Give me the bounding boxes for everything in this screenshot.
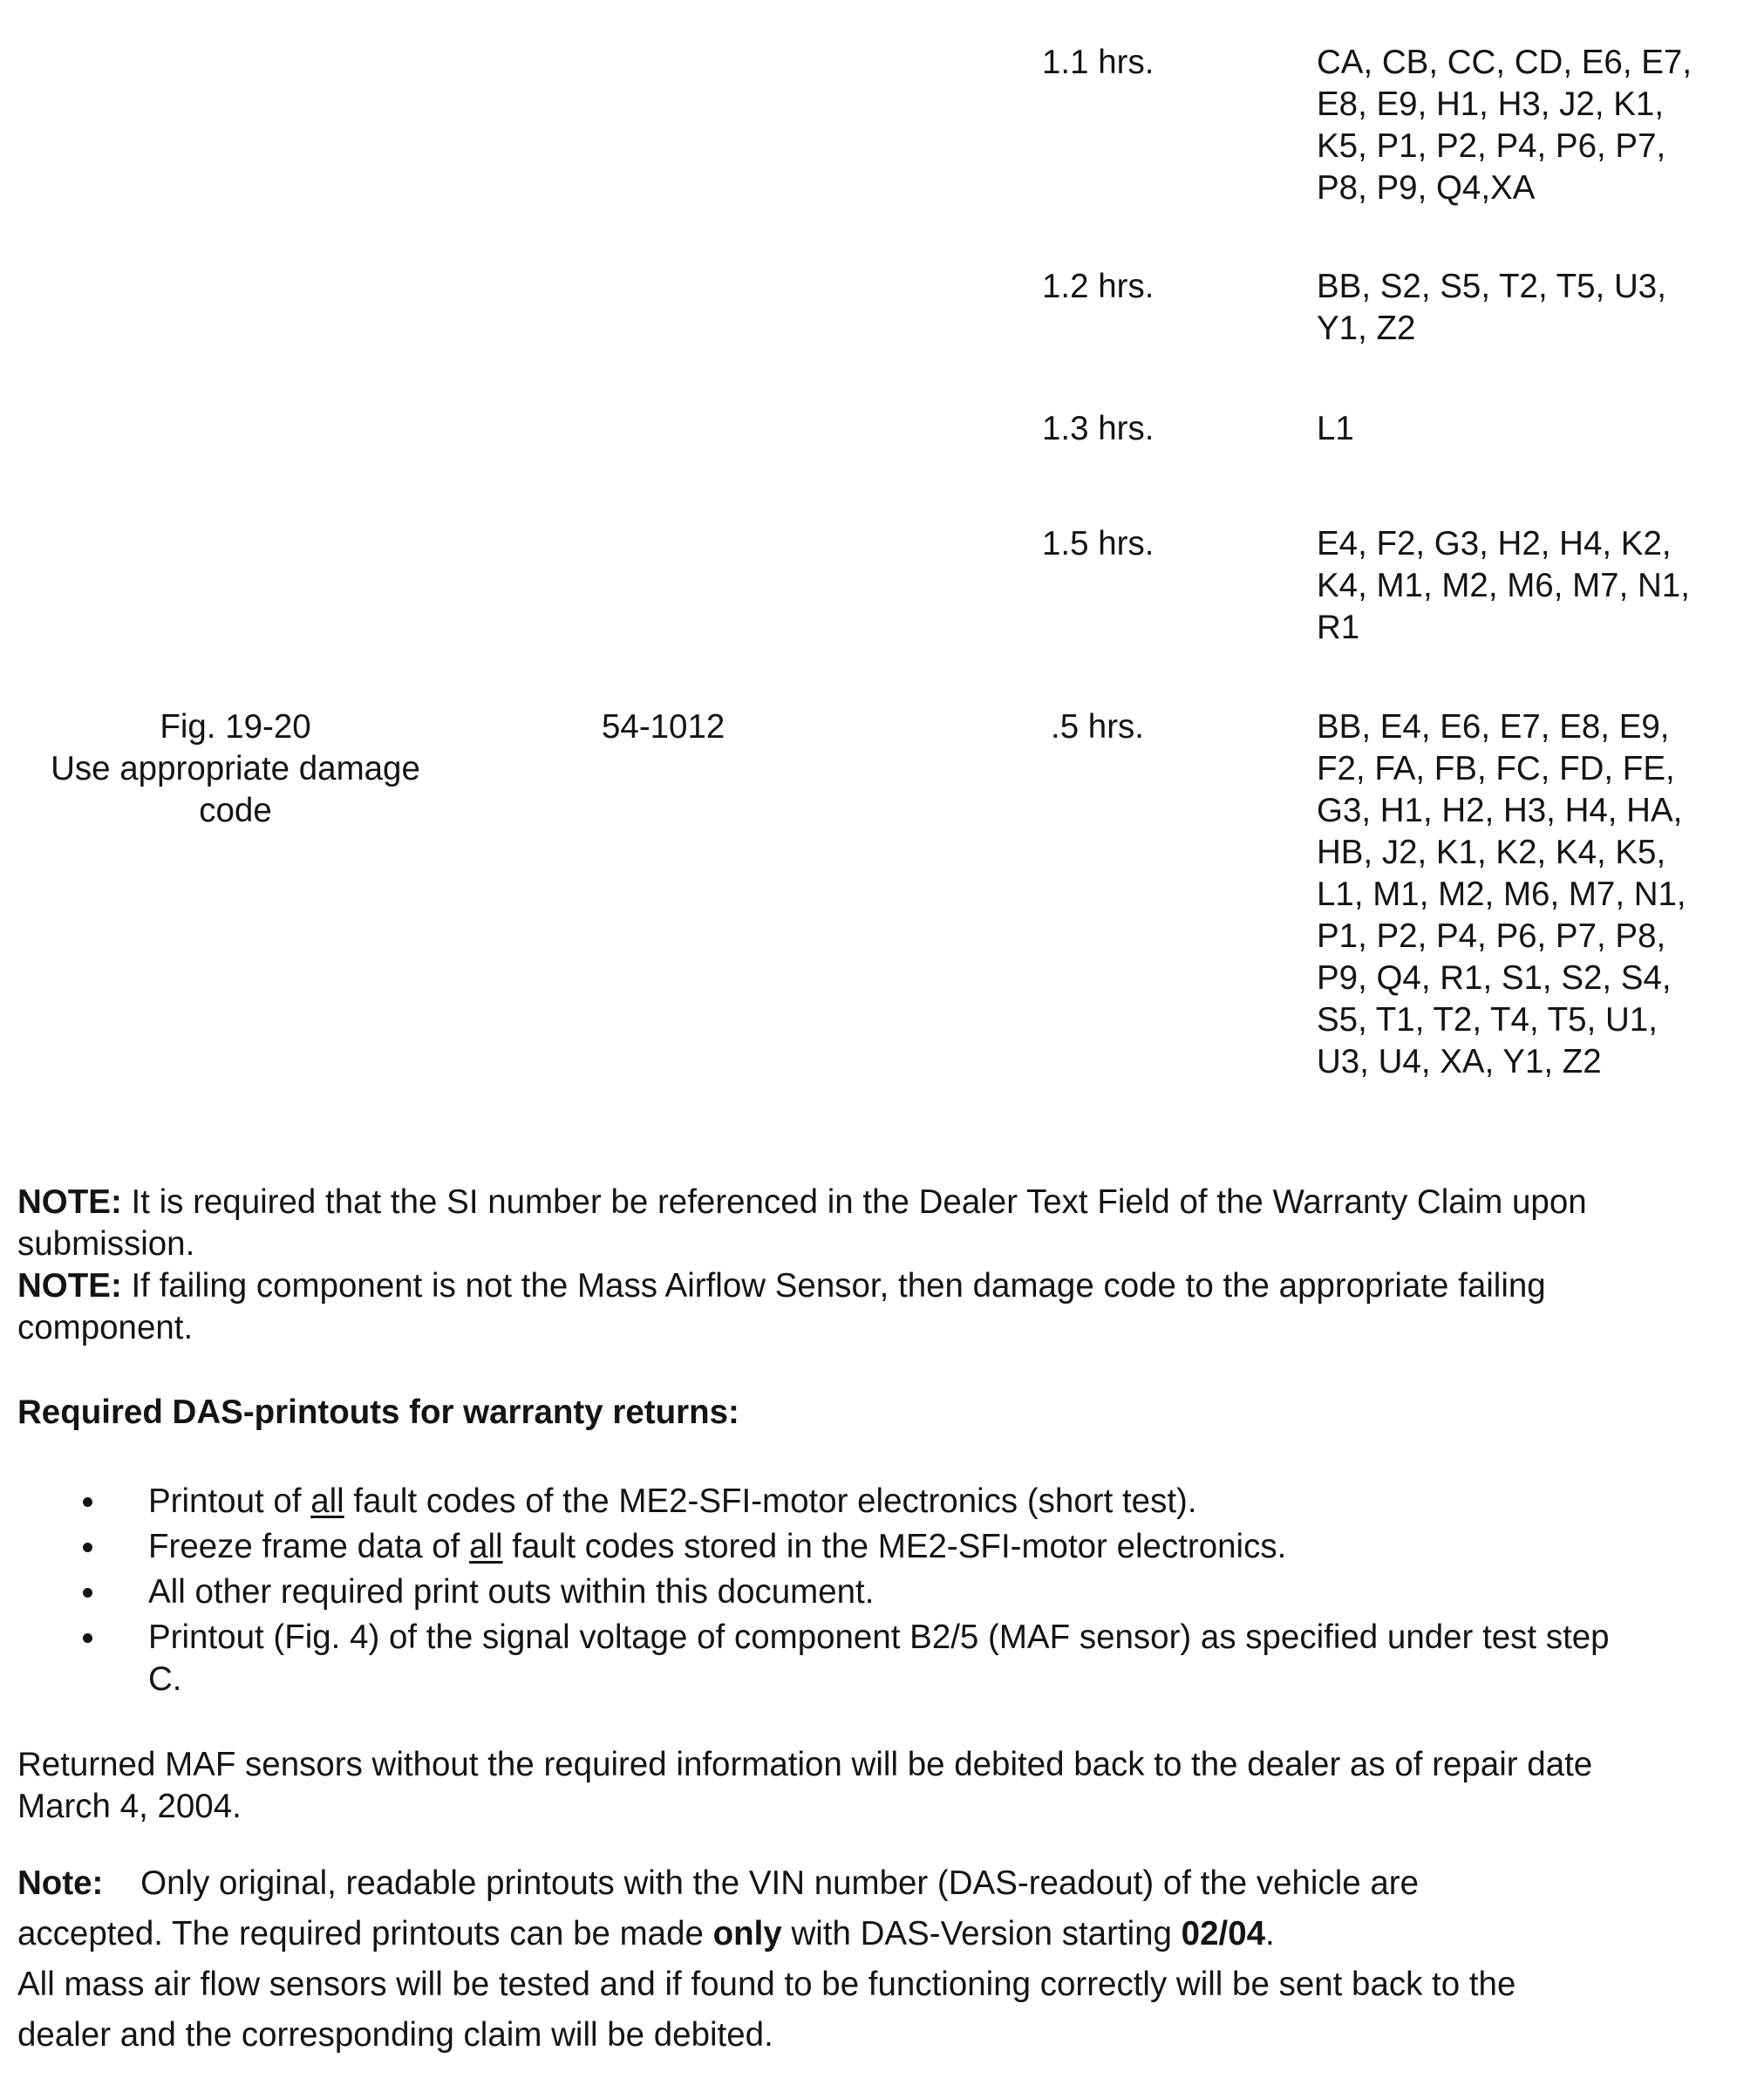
damage-code-line: L1 — [1317, 410, 1354, 447]
figure-reference — [17, 706, 453, 832]
das-version-value: 02/04 — [1181, 1915, 1266, 1952]
final-note-line — [17, 1858, 1753, 1909]
note-label: NOTE: — [17, 1267, 122, 1305]
damage-code-list — [1317, 523, 1753, 649]
labor-time: 1.2 hrs. — [1042, 268, 1154, 305]
figure-reference-line: code — [199, 792, 272, 829]
damage-code-line: F2, FA, FB, FC, FD, FE, — [1317, 750, 1675, 787]
damage-code-line: E8, E9, H1, H3, J2, K1, — [1317, 85, 1665, 123]
labor-time: 1.1 hrs. — [1042, 44, 1154, 81]
list-item-text: C. — [148, 1660, 182, 1698]
note-label: NOTE: — [17, 1183, 122, 1221]
note-line — [17, 1182, 1748, 1223]
required-printouts-list — [17, 1481, 1753, 1700]
emphasis-text: all — [310, 1482, 344, 1520]
list-item-text-part: fault codes of the ME2-SFI-motor electronics (short test). — [344, 1482, 1197, 1520]
damage-code-list — [1317, 266, 1753, 350]
damage-code-list — [1317, 42, 1753, 209]
final-note-line — [17, 1909, 1753, 1959]
note-line — [17, 1265, 1748, 1307]
damage-code-line: BB, E4, E6, E7, E8, E9, — [1317, 708, 1670, 746]
damage-code-line: S5, T1, T2, T4, T5, U1, — [1317, 1001, 1658, 1039]
final-note — [17, 1858, 1753, 2061]
note-line: component. — [17, 1309, 194, 1346]
final-note-line: dealer and the corresponding claim will be debited. — [17, 2016, 773, 2054]
bullet-icon — [83, 1633, 92, 1643]
emphasis-text: all — [469, 1528, 503, 1565]
final-note-text: accepted. The required printouts can be made — [17, 1915, 713, 1952]
damage-code-line: K5, P1, P2, P4, P6, P7, — [1317, 127, 1666, 165]
damage-code-line: P1, P2, P4, P6, P7, P8, — [1317, 917, 1666, 955]
damage-code-line: P9, Q4, R1, S1, S2, S4, — [1317, 959, 1672, 997]
list-item-text-part: Printout of — [148, 1482, 311, 1520]
note-text: If failing component is not the Mass Airflow Sensor, then damage code to the appropriate failing — [121, 1267, 1546, 1305]
labor-time: 1.5 hrs. — [1042, 525, 1154, 562]
final-note-text: with DAS-Version starting — [781, 1915, 1182, 1952]
damage-code-line: Y1, Z2 — [1317, 310, 1416, 347]
note-line: submission. — [17, 1225, 195, 1263]
damage-code-line: HB, J2, K1, K2, K4, K5, — [1317, 834, 1666, 871]
damage-code-line: R1 — [1317, 609, 1360, 646]
final-note-line: All mass air flow sensors will be tested and if found to be functioning correctly will be sent back to the — [17, 1966, 1516, 2003]
notes-section — [17, 1182, 1748, 1349]
operation-code: 54-1012 — [602, 708, 725, 746]
bullet-icon — [83, 1543, 92, 1552]
note-text: It is required that the SI number be referenced in the Dealer Text Field of the Warranty Claim upon — [121, 1183, 1587, 1221]
list-item — [17, 1617, 1753, 1700]
note-label: Note: — [17, 1864, 104, 1902]
damage-code-line: BB, S2, S5, T2, T5, U3, — [1317, 268, 1666, 305]
paragraph-line: March 4, 2004. — [17, 1788, 242, 1825]
damage-code-list — [1317, 706, 1753, 1083]
required-printouts-heading-text: Required DAS-printouts for warranty returns: — [17, 1394, 739, 1431]
damage-code-list — [1317, 408, 1753, 450]
labor-time: .5 hrs. — [1051, 708, 1144, 746]
returned-sensors-paragraph — [17, 1744, 1748, 1828]
bullet-icon — [83, 1497, 92, 1507]
list-item — [17, 1571, 1753, 1617]
figure-reference-line: Use appropriate damage — [51, 750, 420, 787]
list-item-text — [148, 1526, 1753, 1568]
list-item-text: Printout (Fig. 4) of the signal voltage of component B2/5 (MAF sensor) as specified under test step — [148, 1619, 1610, 1656]
final-note-text: . — [1265, 1915, 1275, 1952]
emphasis-text: only — [712, 1915, 782, 1952]
damage-code-line: P8, P9, Q4,XA — [1317, 169, 1536, 207]
labor-time: 1.3 hrs. — [1042, 410, 1154, 447]
required-printouts-heading — [17, 1392, 1748, 1434]
damage-code-line: CA, CB, CC, CD, E6, E7, — [1317, 44, 1692, 81]
list-item — [17, 1481, 1753, 1526]
damage-code-line: U3, U4, XA, Y1, Z2 — [1317, 1043, 1602, 1080]
damage-code-line: E4, F2, G3, H2, H4, K2, — [1317, 525, 1672, 562]
list-item-text-part: Freeze frame data of — [148, 1528, 470, 1565]
list-item-text-part: fault codes stored in the ME2-SFI-motor electronics. — [502, 1528, 1287, 1565]
final-note-text: Only original, readable printouts with the VIN number (DAS-readout) of the vehicle are — [103, 1864, 1420, 1902]
paragraph-line: Returned MAF sensors without the required information will be debited back to the dealer as of repair date — [17, 1746, 1593, 1783]
list-item — [17, 1526, 1753, 1571]
list-item-text: All other required print outs within this document. — [148, 1573, 875, 1611]
bullet-icon — [83, 1588, 92, 1598]
damage-code-line: L1, M1, M2, M6, M7, N1, — [1317, 876, 1686, 913]
list-item-text — [148, 1481, 1753, 1523]
figure-reference-line: Fig. 19-20 — [160, 708, 311, 746]
damage-code-line: G3, H1, H2, H3, H4, HA, — [1317, 792, 1683, 829]
damage-code-line: K4, M1, M2, M6, M7, N1, — [1317, 567, 1690, 604]
